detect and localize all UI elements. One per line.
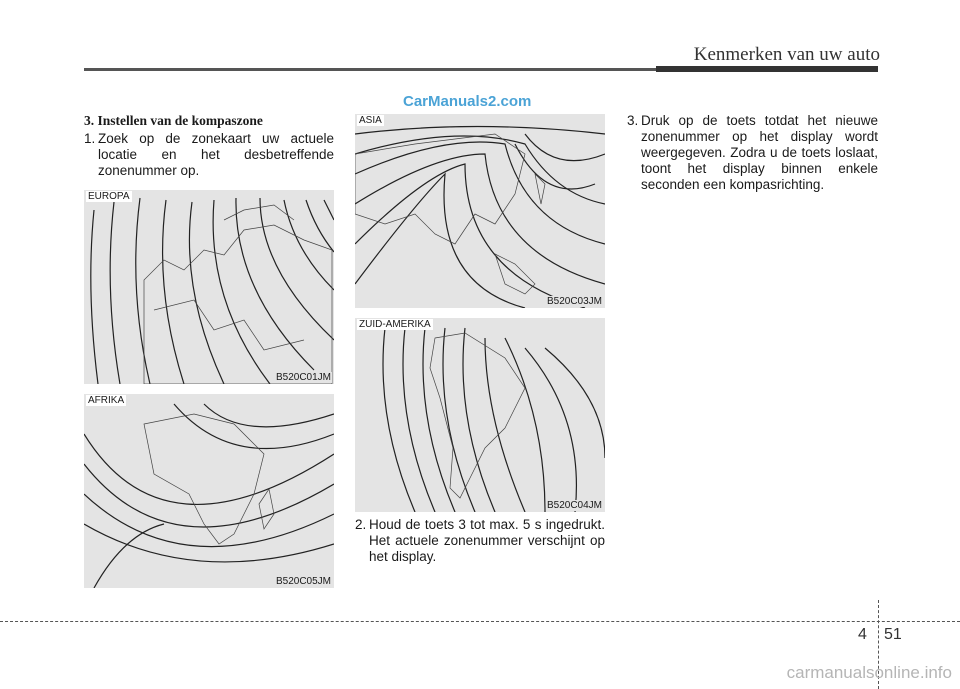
chapter-number: 4 — [858, 626, 867, 643]
map-zuid-amerika — [355, 318, 605, 512]
afrika-isolines — [84, 394, 334, 588]
step-text: Zoek op de zonekaart uw actuele locatie en het desbetreffende zonenummer op. — [98, 131, 334, 178]
watermark-text: CarManuals2.com — [403, 93, 532, 110]
step-number: 2. — [355, 517, 367, 532]
running-header: Kenmerken van uw auto — [693, 44, 880, 65]
europa-isolines — [84, 190, 334, 384]
step-2 — [355, 517, 605, 565]
column-right — [627, 113, 878, 193]
map-asia — [355, 114, 605, 308]
map-code: B520C05JM — [275, 576, 331, 587]
step-text: Houd de toets 3 tot max. 5 s ingedrukt. Het actuele zonenummer verschijnt op het display. — [369, 517, 605, 564]
step-text: Druk op de toets totdat het nieuwe zonenummer op het display wordt weergegeven. Zodra u de toets loslaat, toont het display binnen enkele seconden een kompasrichting. — [641, 113, 878, 192]
page-number: 51 — [884, 626, 902, 643]
map-label: ZUID-AMERIKA — [359, 319, 431, 330]
footer-rule — [0, 621, 960, 622]
site-watermark: carmanualsonline.info — [786, 663, 952, 682]
map-code: B520C04JM — [546, 500, 602, 511]
asia-isolines — [355, 114, 605, 308]
step-number: 3. — [627, 113, 639, 128]
map-code: B520C01JM — [275, 372, 331, 383]
map-europa — [84, 190, 334, 384]
map-label: ASIA — [359, 115, 382, 126]
column-middle — [355, 517, 605, 565]
map-label: EUROPA — [88, 191, 130, 202]
map-code: B520C03JM — [546, 296, 602, 307]
map-afrika — [84, 394, 334, 588]
section-heading: 3. Instellen van de kompaszone — [84, 113, 263, 128]
step-3 — [627, 113, 878, 193]
map-label: AFRIKA — [88, 395, 125, 406]
column-left — [84, 113, 334, 179]
step-number: 1. — [84, 131, 96, 146]
zuid-amerika-isolines — [355, 318, 605, 512]
header-rule-accent — [656, 66, 878, 72]
step-1 — [84, 131, 334, 179]
